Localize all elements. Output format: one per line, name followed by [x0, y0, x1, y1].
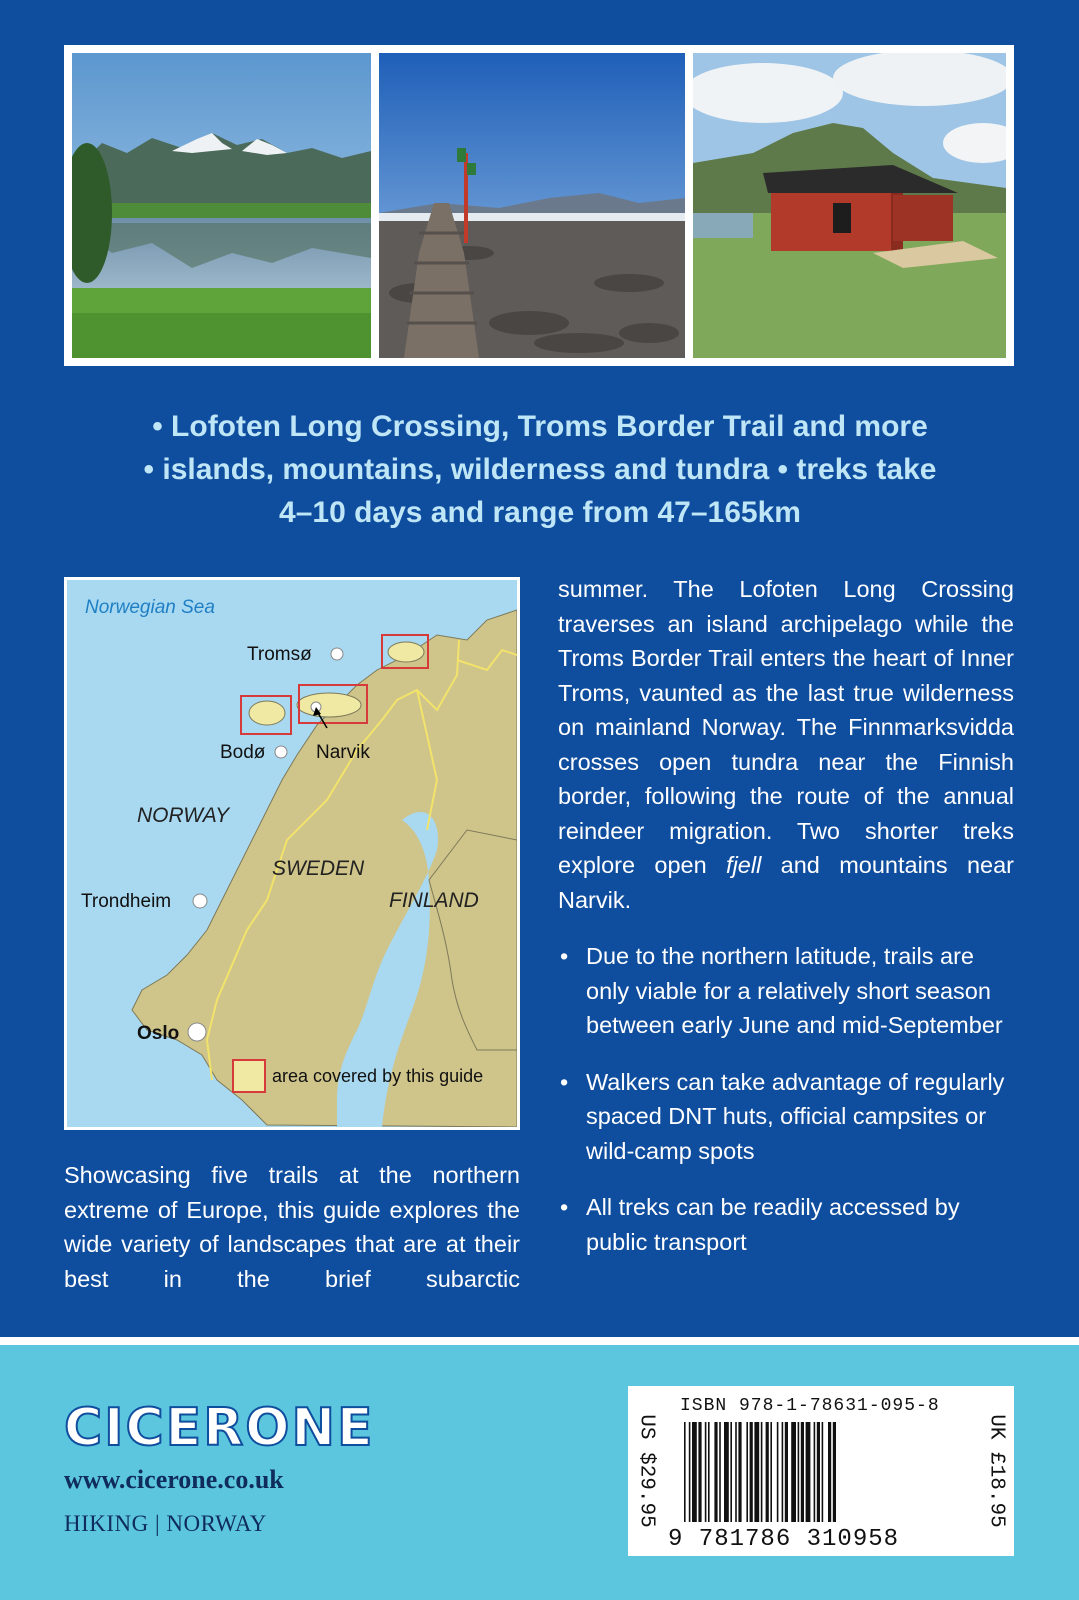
photo-cairn-signpost [379, 53, 685, 358]
barcode-bar [754, 1422, 759, 1522]
barcode-bar [828, 1422, 831, 1522]
photo-red-hut [693, 53, 1006, 358]
barcode-bar [724, 1422, 729, 1522]
barcode-bar [822, 1422, 824, 1522]
legend-swatch [233, 1060, 265, 1092]
intro-left: Showcasing five trails at the northern extreme of Europe, this guide explores the wide variety of landscapes that are at their best in the brief subarctic [64, 1162, 520, 1292]
barcode-bar [714, 1422, 717, 1522]
barcode-bar [750, 1422, 753, 1522]
barcode-bar [785, 1422, 788, 1522]
barcode-bar [735, 1422, 737, 1522]
photo-lake-mountains [72, 53, 371, 358]
isbn-text: ISBN 978-1-78631-095-8 [680, 1396, 940, 1416]
barcode-bar [708, 1422, 710, 1522]
barcode-bar [777, 1422, 779, 1522]
map-label-norway: NORWAY [137, 804, 230, 827]
intro-right-text-end: and mountains near Narvik. [558, 852, 1014, 913]
intro-right-italic: fjell [726, 852, 762, 878]
photo-strip [64, 45, 1014, 366]
finnmark-area [388, 642, 424, 662]
barcode-bar [798, 1422, 800, 1522]
intro-right [558, 572, 1014, 917]
city-dot-trondheim [193, 894, 207, 908]
barcode-bar [817, 1422, 820, 1522]
narvik-area [297, 693, 361, 717]
map-label-bodo: Bodø [220, 742, 266, 763]
right-column [558, 572, 1014, 1281]
city-dot-bodo [275, 746, 287, 758]
barcode-bar [791, 1422, 796, 1522]
price-uk-text: UK £18.95 [984, 1414, 1008, 1528]
barcode-bar [738, 1422, 741, 1522]
barcode-bar [719, 1422, 721, 1522]
barcode-bar [766, 1422, 769, 1522]
category-label: HIKING | NORWAY [64, 1511, 267, 1536]
city-dot-oslo [188, 1023, 206, 1041]
barcode-bar [782, 1422, 784, 1522]
price-uk [978, 1386, 1014, 1556]
barcode-bar [684, 1422, 686, 1522]
divider [0, 1337, 1079, 1345]
map-label-finland: FINLAND [389, 889, 479, 912]
overview-map [64, 577, 520, 1130]
lofoten-area [249, 701, 285, 725]
price-us-text: US $29.95 [634, 1414, 658, 1528]
city-dot-tromso [331, 648, 343, 660]
highlights [40, 405, 1040, 534]
barcode-bar [770, 1422, 772, 1522]
highlight-line: • Lofoten Long Crossing, Troms Border Trail and more [152, 410, 928, 443]
feature-bullet: • Due to the northern latitude, trails are only viable for a relatively short season between early June and mid-September [558, 939, 1014, 1043]
highlight-line: • islands, mountains, wilderness and tundra • treks take [143, 453, 937, 486]
barcode-bar [692, 1422, 697, 1522]
barcode-bar [730, 1422, 732, 1522]
barcode-bar [698, 1422, 701, 1522]
map-label-sea: Norwegian Sea [85, 597, 215, 618]
price-us [628, 1386, 664, 1556]
map-label-sweden: SWEDEN [272, 857, 365, 880]
barcode-bar [833, 1422, 836, 1522]
barcode-bar [806, 1422, 811, 1522]
barcode-bar [814, 1422, 816, 1522]
ean-text: 9 781786 310958 [668, 1526, 900, 1553]
feature-bullet: • All treks can be readily accessed by public transport [558, 1190, 1014, 1259]
intro-right-text: summer. The Lofoten Long Crossing traverses an island archipelago while the Troms Border Trail enters the heart of Inner Troms, vaunted as the last true wilderness on mainland Norway. The Finnmarksvidda crosses open tundra near the Finnish border, following the route of the annual reindeer migration. Two shorter treks explore open [558, 576, 1014, 878]
publisher-url: www.cicerone.co.uk [64, 1465, 284, 1494]
map-label-tromso: Tromsø [247, 644, 312, 665]
barcode-bar [705, 1422, 707, 1522]
feature-bullet: • Walkers can take advantage of regularly spaced DNT huts, official campsites or wild-camp spots [558, 1065, 1014, 1169]
barcode-panel [628, 1386, 1014, 1556]
barcode-bars [684, 1422, 954, 1522]
barcode-bar [761, 1422, 763, 1522]
map-label-narvik: Narvik [316, 742, 370, 763]
map-label-oslo: Oslo [137, 1023, 180, 1044]
legend-label: area covered by this guide [272, 1066, 484, 1086]
map-label-trondheim: Trondheim [81, 891, 172, 912]
barcode-bar [689, 1422, 691, 1522]
feature-list [558, 939, 1014, 1259]
barcode-bar [801, 1422, 804, 1522]
highlight-line: 4–10 days and range from 47–165km [279, 496, 801, 529]
publisher-logo: CICERONE [64, 1398, 375, 1458]
barcode-bar [746, 1422, 748, 1522]
